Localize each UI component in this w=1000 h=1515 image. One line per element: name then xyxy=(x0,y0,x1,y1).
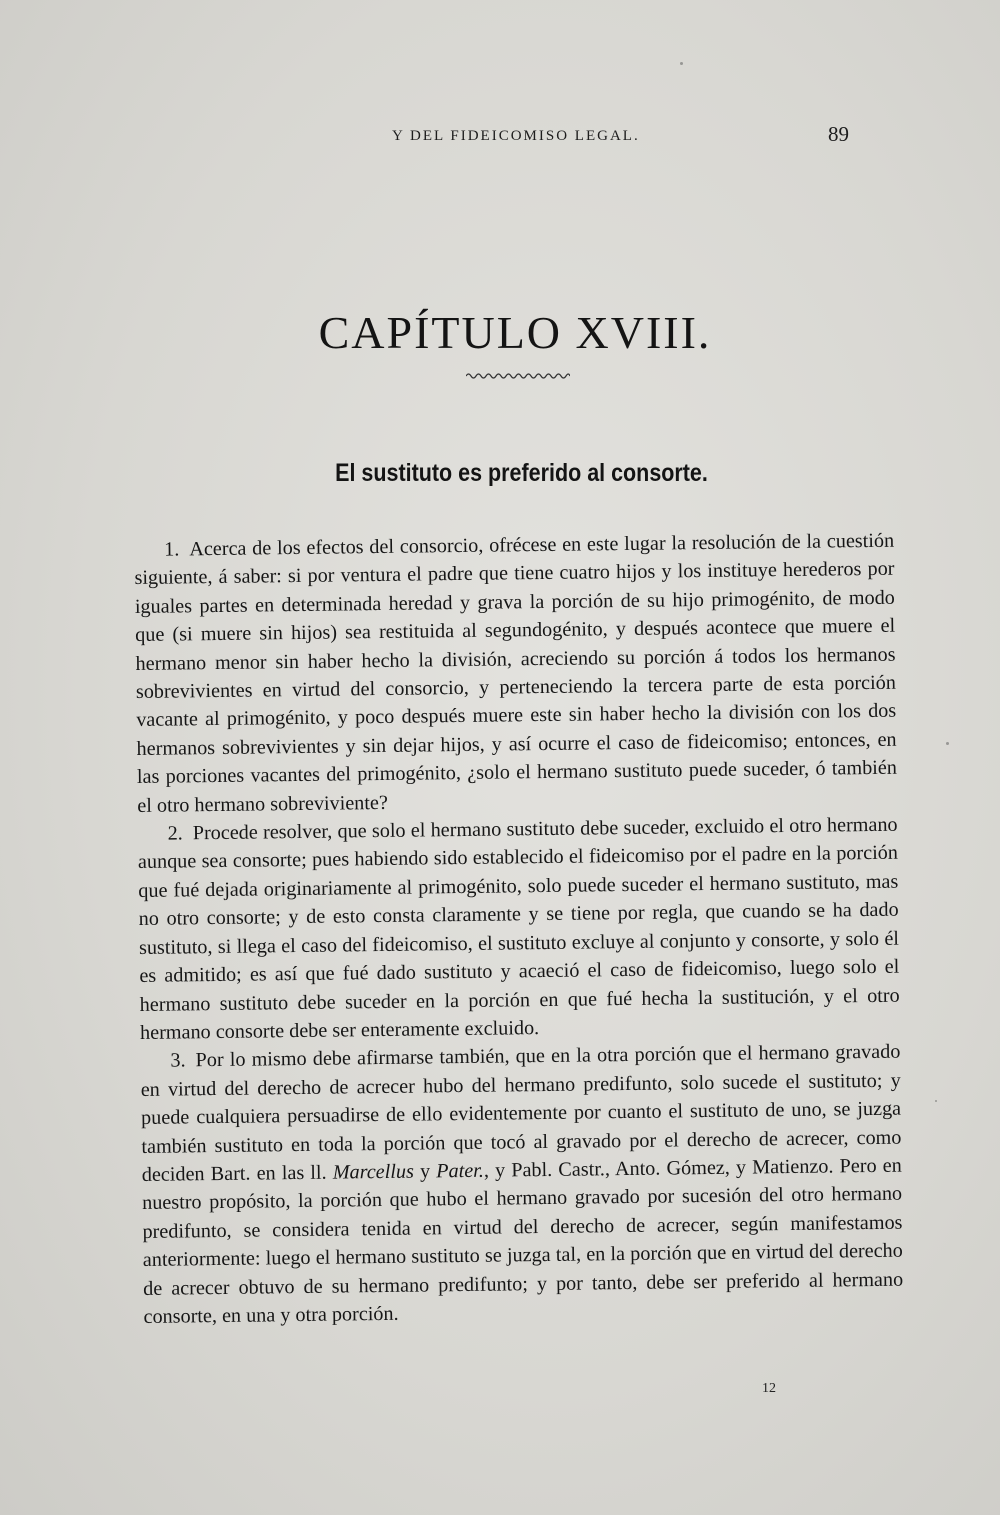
paragraph-text: Procede resolver, que solo el hermano sustituto debe suceder, excluido el otro hermano aunque sea consorte; pues habiendo sido establecido el fideicomiso por el padre en la porción que fué dejada originariamente al primogénito, solo puede suceder el hermano sustituto, mas no otro consorte; y de esto consta claramente y se tiene por regla, que cuando se ha dado sustituto, si llega el caso del fideicomiso, el sustituto excluye al conjunto y consorte, y solo él es admitido; es así que fué dado sustituto y acaeció el caso de fideicomiso, luego solo el hermano sustituto debe suceder en la porción en que fué hecha la sustitución, y el otro hermano consorte debe ser enteramente excluido. xyxy=(137,813,900,1044)
body-text xyxy=(134,527,904,1332)
citation-italic: Marcellus xyxy=(332,1160,414,1184)
paragraph-text: Acerca de los efectos del consorcio, ofrécese en este lugar la resolución de la cuestión siguiente, á saber: si por ventura el padre que tiene cuatro hijos y los instituye herederos por iguales partes en determinada heredad y grava la porción de su hijo primogénito, de modo que (si muere sin hijos) sea restituida al segundogénito, y después acontece que muere el hermano menor sin haber hecho la división, acreciendo su porción á todos los hermanos sobrevivientes en virtud del consorcio, y perteneciendo la tercera parte de esta porción vacante al primogénito, y poco después muere este sin haber hecho la división con los dos hermanos sobrevivientes y sin dejar hijos, y así ocurre el caso de fideicomiso; entonces, en las porciones vacantes del primogénito, ¿solo el hermano sustituto puede suceder, ó también el otro hermano sobreviviente? xyxy=(134,529,898,817)
signature-mark: 12 xyxy=(762,1381,776,1396)
paragraph-number: 1. xyxy=(164,538,180,561)
page-number: 89 xyxy=(828,122,849,146)
wavy-rule-ornament xyxy=(466,370,570,382)
running-head: Y DEL FIDEICOMISO LEGAL. xyxy=(392,128,640,144)
paper-speck xyxy=(935,1100,937,1102)
paragraph-number: 3. xyxy=(170,1049,186,1072)
paragraph-text: Por lo mismo debe afirmarse también, que en la otra porción que el hermano gravado en virtud del derecho de acrecer hubo del hermano predifunto, solo sucede el sustituto; y puede cualquiera persuadirse de ello evidentemente por cuanto el sustituto de uno, se juzga también sustituto en toda la porción que tocó al gravado por el derecho de acrecer, como deciden Bart. en las ll. xyxy=(140,1040,902,1186)
section-heading: El sustituto es preferido al consorte. xyxy=(335,459,708,487)
paragraph-1 xyxy=(134,527,897,820)
chapter-title: CAPÍTULO XVIII. xyxy=(318,307,712,358)
paper-speck xyxy=(946,742,949,745)
paragraph-number: 2. xyxy=(167,822,183,845)
paragraph-text: y xyxy=(419,1160,431,1183)
paragraph-text: , y Pabl. Castr., Anto. Gómez, y Matienzo. Pero en nuestro propósito, la porción que hubo el hermano gravado por sucesión del otro hermano predifunto, se considera tenida en virtud del derecho de acrecer, según manifestamos anteriormente: luego el hermano sustituto se juzga tal, en la porción que en virtud del derecho de acrecer obtuvo de su hermano predifunto; y por tanto, debe ser preferido al hermano consorte, en una y otra porción. xyxy=(142,1154,904,1328)
paper-speck xyxy=(680,62,683,65)
paragraph-2 xyxy=(137,811,900,1048)
citation-italic: Pater. xyxy=(436,1159,485,1183)
paragraph-3 xyxy=(140,1038,903,1331)
